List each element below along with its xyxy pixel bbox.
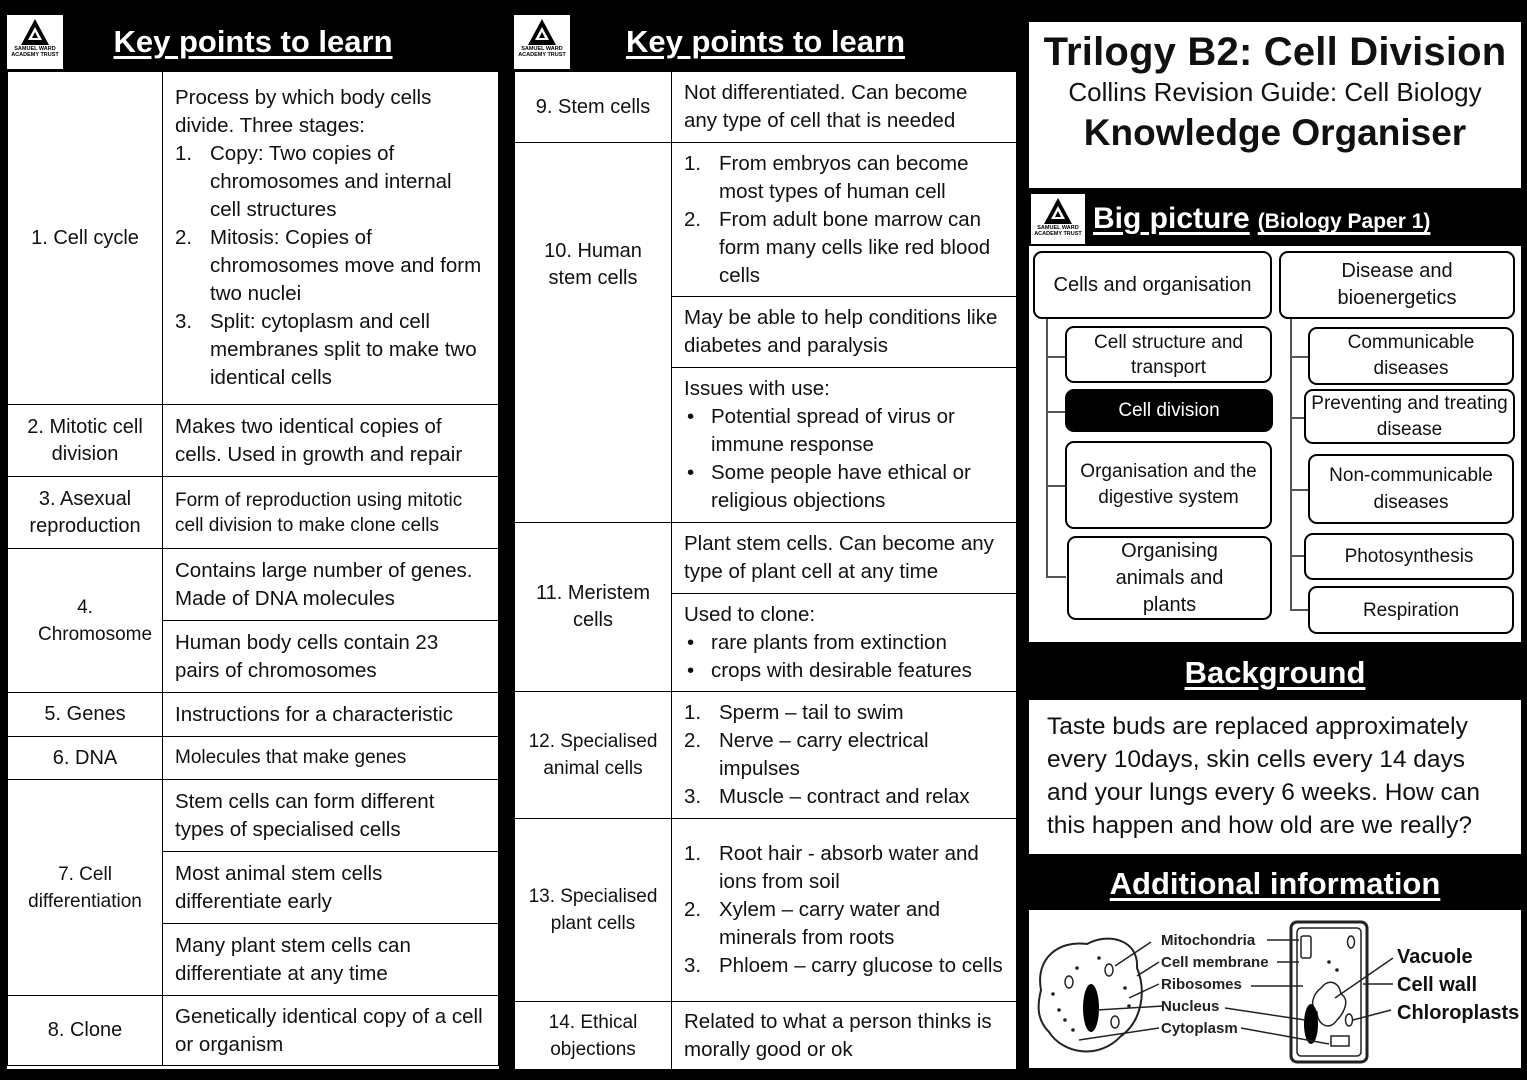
big-picture-label: Big picture: [1093, 202, 1250, 235]
table-row: [515, 692, 1017, 819]
tree-line: [1046, 411, 1066, 413]
term-specialised-animal: 12. Specialised animal cells: [515, 692, 672, 819]
big-picture-title: [1093, 202, 1430, 236]
table-row: [8, 996, 499, 1066]
term-genes: 5. Genes: [8, 693, 163, 737]
definition-genes: Instructions for a characteristic: [163, 693, 499, 737]
tree-line: [1290, 417, 1304, 419]
logo-text: SAMUEL WARD: [1037, 225, 1079, 231]
definition-cell-cycle: [163, 72, 499, 405]
definition-human-stem-list: [672, 143, 1017, 297]
definition-differentiation-1: Stem cells can form different types of specialised cells: [163, 780, 499, 852]
table-row: [8, 693, 499, 737]
key-points-header-left: [7, 13, 499, 71]
list-item: Mitosis: Copies of chromosomes move and form two nuclei: [210, 226, 482, 305]
tree-line: [1290, 489, 1308, 491]
list-item: Muscle – contract and relax: [719, 785, 970, 808]
key-points-table-left: [7, 71, 499, 1066]
term-clone: 8. Clone: [8, 996, 163, 1066]
node-disease-bioenergetics: Disease and bioenergetics: [1279, 251, 1515, 319]
organiser-title: Knowledge Organiser: [1083, 112, 1467, 153]
node-non-communicable: Non-communicable diseases: [1308, 454, 1514, 524]
definition-human-stem-issues: [672, 368, 1017, 523]
definition-meristem: Plant stem cells. Can become any type of plant cell at any time: [672, 523, 1017, 594]
page-subtitle: Collins Revision Guide: Cell Biology: [1068, 77, 1482, 107]
definition-stem-cells: Not differentiated. Can become any type of cell that is needed: [672, 72, 1017, 143]
title-box: [1029, 22, 1521, 188]
tree-line: [1290, 356, 1308, 358]
list-item: Root hair - absorb water and ions from soil: [719, 842, 979, 893]
node-organisation-digestive: Organisation and the digestive system: [1065, 441, 1272, 529]
table-row: [515, 72, 1017, 143]
list-item: • Potential spread of virus or immune response: [684, 403, 1004, 459]
issues-intro: Issues with use:: [684, 377, 830, 400]
label-cell-membrane: Cell membrane: [1161, 954, 1269, 971]
node-cells-and-organisation: Cells and organisation: [1033, 251, 1272, 319]
definition-asexual: Form of reproduction using mitotic cell division to make clone cells: [163, 477, 499, 549]
label-chloroplasts: Chloroplasts: [1397, 1002, 1520, 1024]
key-points-panel-left: [6, 12, 500, 1070]
list-item: Nerve – carry electrical impulses: [719, 729, 929, 780]
key-points-table-middle: [514, 71, 1017, 1070]
additional-info-title: Additional information: [1109, 866, 1441, 901]
key-points-title: Key points to learn: [625, 24, 906, 59]
term-dna: 6. DNA: [8, 737, 163, 780]
table-row: [8, 405, 499, 477]
logo-text: ACADEMY TRUST: [11, 52, 59, 58]
table-row: [8, 737, 499, 780]
label-cell-wall: Cell wall: [1397, 974, 1478, 996]
node-cell-division: Cell division: [1065, 389, 1273, 432]
additional-info-header: [1029, 860, 1521, 908]
list-item: Phloem – carry glucose to cells: [719, 954, 1003, 977]
definition-chromosome-2: Human body cells contain 23 pairs of chromosomes: [163, 621, 499, 693]
definition-differentiation-2: Most animal stem cells differentiate early: [163, 852, 499, 924]
table-row: [515, 1002, 1017, 1070]
definition-dna: Molecules that make genes: [163, 737, 499, 780]
table-row: [8, 477, 499, 549]
tree-line: [1046, 356, 1066, 358]
label-mitochondria: Mitochondria: [1161, 932, 1256, 949]
tree-line: [1290, 317, 1292, 610]
logo-text: SAMUEL WARD: [14, 46, 56, 52]
background-text: Taste buds are replaced approximately every 10days, skin cells every 14 days and your lungs every 6 weeks. How can this happen and how old are we really?: [1029, 700, 1521, 854]
label-nucleus: Nucleus: [1161, 998, 1220, 1015]
logo-text: ACADEMY TRUST: [518, 52, 566, 58]
list-item: From embryos can become most types of human cell: [719, 151, 969, 203]
table-row: [515, 819, 1017, 1002]
cell-cycle-intro: Process by which body cells divide. Three stages:: [175, 86, 432, 137]
label-vacuole: Vacuole: [1397, 946, 1473, 968]
big-picture-header: [1029, 192, 1521, 246]
definition-chromosome-1: Contains large number of genes. Made of DNA molecules: [163, 549, 499, 621]
background-title: Background: [1184, 655, 1366, 690]
samuel-ward-logo-icon: [514, 15, 570, 69]
samuel-ward-logo-icon: [1031, 194, 1085, 244]
term-cell-cycle: 1. Cell cycle: [8, 72, 163, 405]
term-differentiation: 7. Cell differentiation: [8, 780, 163, 996]
node-photosynthesis: Photosynthesis: [1304, 533, 1514, 580]
term-specialised-plant: 13. Specialised plant cells: [515, 819, 672, 1002]
tree-line: [1046, 485, 1066, 487]
key-points-title: Key points to learn: [113, 24, 393, 59]
table-row: [8, 549, 499, 621]
term-asexual: 3. Asexual reproduction: [8, 477, 163, 549]
background-header: [1029, 648, 1521, 698]
list-item: • Some people have ethical or religious objections: [684, 459, 1004, 515]
term-mitotic: 2. Mitotic cell division: [8, 405, 163, 477]
label-cytoplasm: Cytoplasm: [1161, 1020, 1238, 1037]
big-picture-subtitle: (Biology Paper 1): [1257, 210, 1431, 233]
big-picture-diagram: [1029, 246, 1521, 642]
logo-text: SAMUEL WARD: [521, 46, 563, 52]
definition-meristem-clone: [672, 594, 1017, 692]
table-row: [515, 523, 1017, 594]
tree-line: [1290, 555, 1304, 557]
tree-line: [1046, 576, 1066, 578]
definition-specialised-animal: [672, 692, 1017, 819]
table-row: [515, 143, 1017, 297]
list-item: Xylem – carry water and minerals from roots: [719, 898, 941, 949]
term-chromosome: 4. Chromosome: [8, 549, 163, 693]
list-item: Sperm – tail to swim: [719, 701, 904, 724]
list-item: Copy: Two copies of chromosomes and internal cell structures: [210, 142, 452, 221]
tree-line: [1290, 609, 1308, 611]
clone-intro: Used to clone:: [684, 602, 816, 626]
cell-diagram: [1029, 910, 1521, 1068]
list-item: • rare plants from extinction: [684, 629, 1004, 657]
definition-mitotic: Makes two identical copies of cells. Used in growth and repair: [163, 405, 499, 477]
node-cell-structure: Cell structure and transport: [1065, 326, 1272, 383]
node-organising-animals-plants: Organising animals and plants: [1067, 536, 1272, 620]
label-ribosomes: Ribosomes: [1161, 976, 1242, 993]
definition-specialised-plant: [672, 819, 1017, 1002]
term-meristem: 11. Meristem cells: [515, 523, 672, 692]
node-preventing-treating: Preventing and treating disease: [1304, 389, 1515, 444]
samuel-ward-logo-icon: [7, 15, 63, 69]
logo-text: ACADEMY TRUST: [1034, 231, 1082, 237]
list-item: From adult bone marrow can form many cells like red blood cells: [719, 207, 991, 287]
list-item: Split: cytoplasm and cell membranes split to make two identical cells: [210, 310, 477, 389]
key-points-panel-middle: [513, 12, 1018, 1070]
term-human-stem-cells: 10. Human stem cells: [515, 143, 672, 523]
key-points-header-middle: [514, 13, 1017, 71]
node-respiration: Respiration: [1308, 586, 1514, 634]
definition-differentiation-3: Many plant stem cells can differentiate at any time: [163, 924, 499, 996]
term-stem-cells: 9. Stem cells: [515, 72, 672, 143]
table-row: [8, 780, 499, 852]
term-ethical: 14. Ethical objections: [515, 1002, 672, 1070]
definition-ethical: Related to what a person thinks is morally good or ok: [672, 1002, 1017, 1070]
list-item: • crops with desirable features: [684, 657, 1004, 685]
node-communicable: Communicable diseases: [1308, 327, 1514, 385]
definition-clone: Genetically identical copy of a cell or organism: [163, 996, 499, 1066]
table-row: [8, 72, 499, 405]
page-title: Trilogy B2: Cell Division: [1043, 30, 1507, 74]
definition-human-stem-help: May be able to help conditions like diabetes and paralysis: [672, 297, 1017, 368]
